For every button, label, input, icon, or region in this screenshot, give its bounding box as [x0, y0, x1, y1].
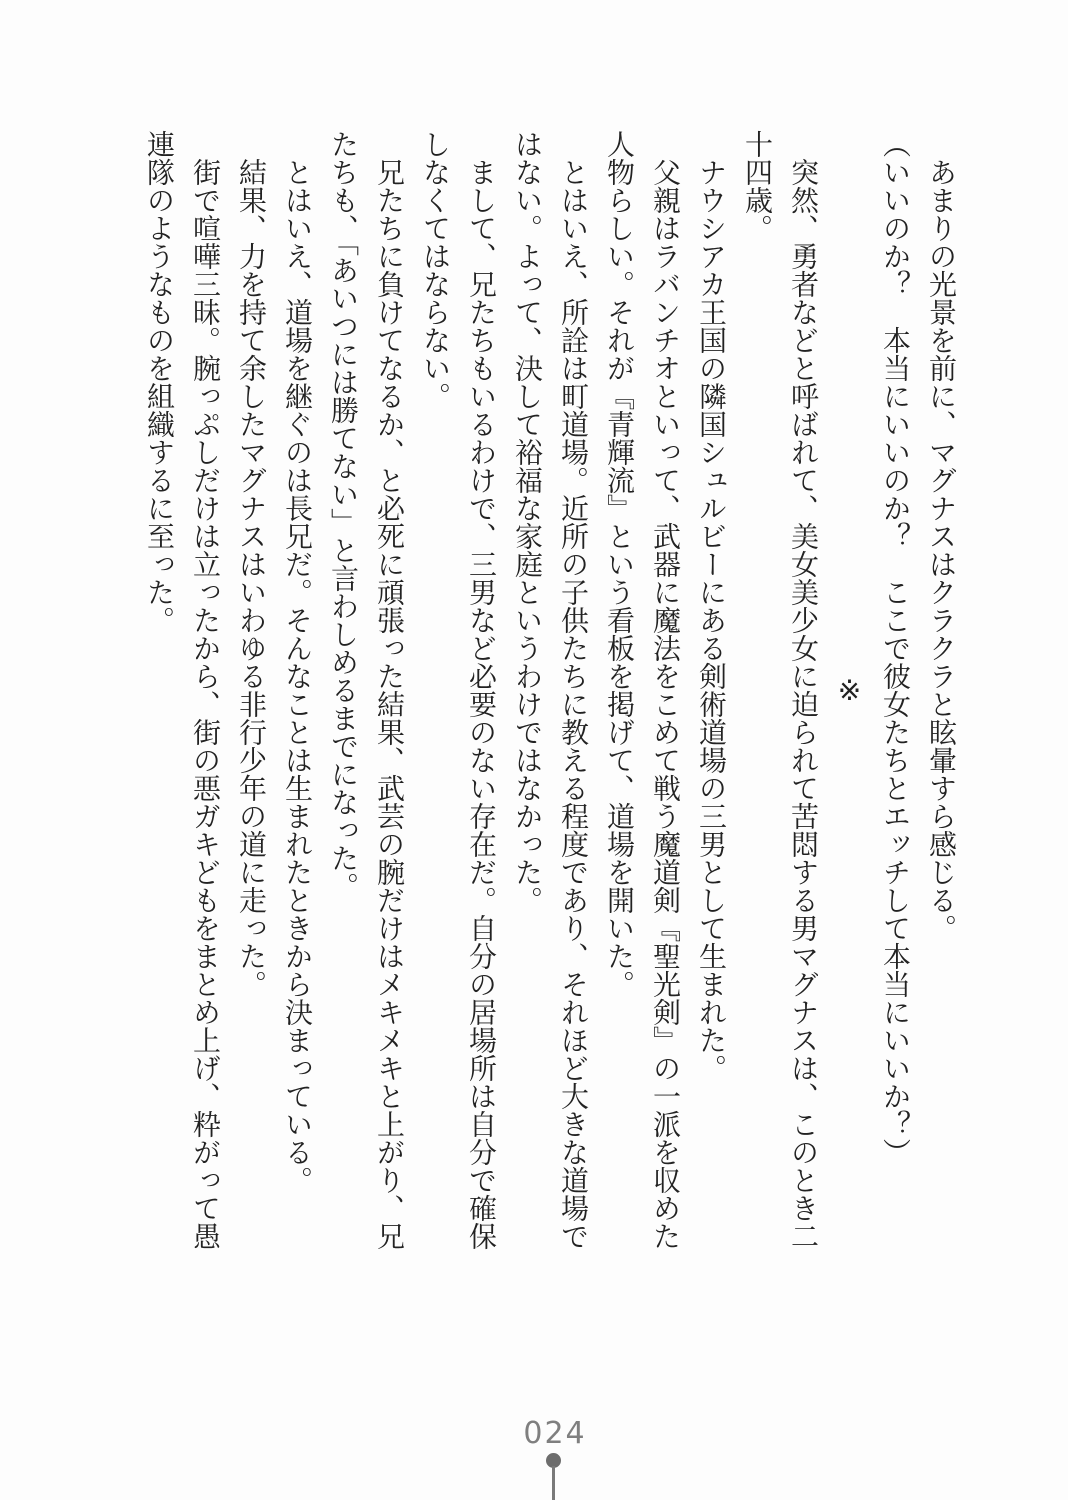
page-number: 024 — [523, 1416, 587, 1451]
paragraph: とはいえ、道場を継ぐのは長兄だ。そんなことは生まれたときから決まっている。 — [281, 158, 314, 1194]
paragraph: 突然、勇者などと呼ばれて、美女美少女に迫られて苦悶する男マグナスは、このとき二十四歳。 — [741, 130, 820, 1250]
section-divider: ※ — [833, 673, 866, 707]
paragraph: （いいのか？ 本当にいいのか？ ここで彼女たちとエッチして本当にいいか？） — [879, 130, 912, 1166]
footer-line-marker — [552, 1466, 555, 1500]
paragraph: まして、兄たちもいるわけで、三男など必要のない存在だ。自分の居場所は自分で確保しなくてはならない。 — [419, 130, 498, 1250]
vertical-text-block — [136, 130, 964, 1250]
paragraph: とはいえ、所詮は町道場。近所の子供たちに教える程度であり、それほど大きな道場ではない。よって、決して裕福な家庭というわけではなかった。 — [511, 130, 590, 1250]
paragraph: 父親はラバンチオといって、武器に魔法をこめて戦う魔道剣『聖光剣』の一派を収めた人物らしい。それが『青輝流』という看板を掲げて、道場を開いた。 — [603, 130, 682, 1250]
paragraph: ナウシアカ王国の隣国シュルビーにある剣術道場の三男として生まれた。 — [695, 158, 728, 1082]
paragraph: 結果、力を持て余したマグナスはいわゆる非行少年の道に走った。 — [235, 158, 268, 998]
paragraph: 兄たちに負けてなるか、と必死に頑張った結果、武芸の腕だけはメキメキと上がり、兄たちも、「あいつには勝てない」と言わしめるまでになった。 — [327, 130, 406, 1250]
paragraph: あまりの光景を前に、マグナスはクラクラと眩暈すら感じる。 — [925, 158, 958, 942]
paragraph: 街で喧嘩三昧。腕っぷしだけは立ったから、街の悪ガキどもをまとめ上げ、粋がって愚連隊のようなものを組織するに至った。 — [143, 130, 222, 1250]
